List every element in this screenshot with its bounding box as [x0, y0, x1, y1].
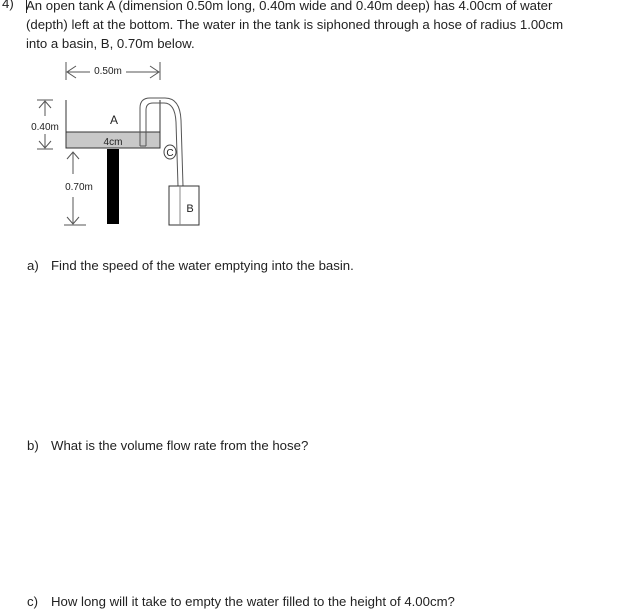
part-c-text: How long will it take to empty the water filled to the height of 4.00cm?: [51, 594, 455, 609]
question-line-3: into a basin, B, 0.70m below.: [26, 36, 195, 51]
part-a: [27, 258, 354, 273]
tank-stand: [107, 149, 119, 224]
basin-label: B: [186, 203, 194, 215]
part-a-text: Find the speed of the water emptying into the basin.: [51, 258, 354, 273]
height-label: 0.70m: [65, 182, 93, 193]
hose-label: C: [166, 148, 174, 159]
question-number: 4): [2, 0, 14, 11]
part-b-text: What is the volume flow rate from the hose?: [51, 438, 309, 453]
part-b-label: b): [27, 438, 39, 453]
water-label: 4cm: [103, 137, 123, 148]
basin-b: [169, 186, 199, 225]
length-label: 0.50m: [94, 66, 122, 77]
depth-label: 0.40m: [31, 122, 59, 133]
question-line-2: (depth) left at the bottom. The water in the tank is siphoned through a hose of radius 1.00cm: [26, 17, 564, 32]
length-dimension: [66, 62, 160, 80]
depth-dimension: [31, 100, 59, 149]
height-dimension: [64, 152, 93, 225]
tank-label: A: [109, 113, 119, 127]
part-a-label: a): [27, 258, 39, 273]
part-b: [27, 438, 308, 453]
question-line-1: An open tank A (dimension 0.50m long, 0.40m wide and 0.40m deep) has 4.00cm of water: [26, 0, 553, 13]
siphon-hose: [140, 98, 183, 186]
part-c-label: c): [27, 594, 38, 609]
siphon-diagram: [0, 0, 617, 240]
part-c: [27, 594, 455, 609]
